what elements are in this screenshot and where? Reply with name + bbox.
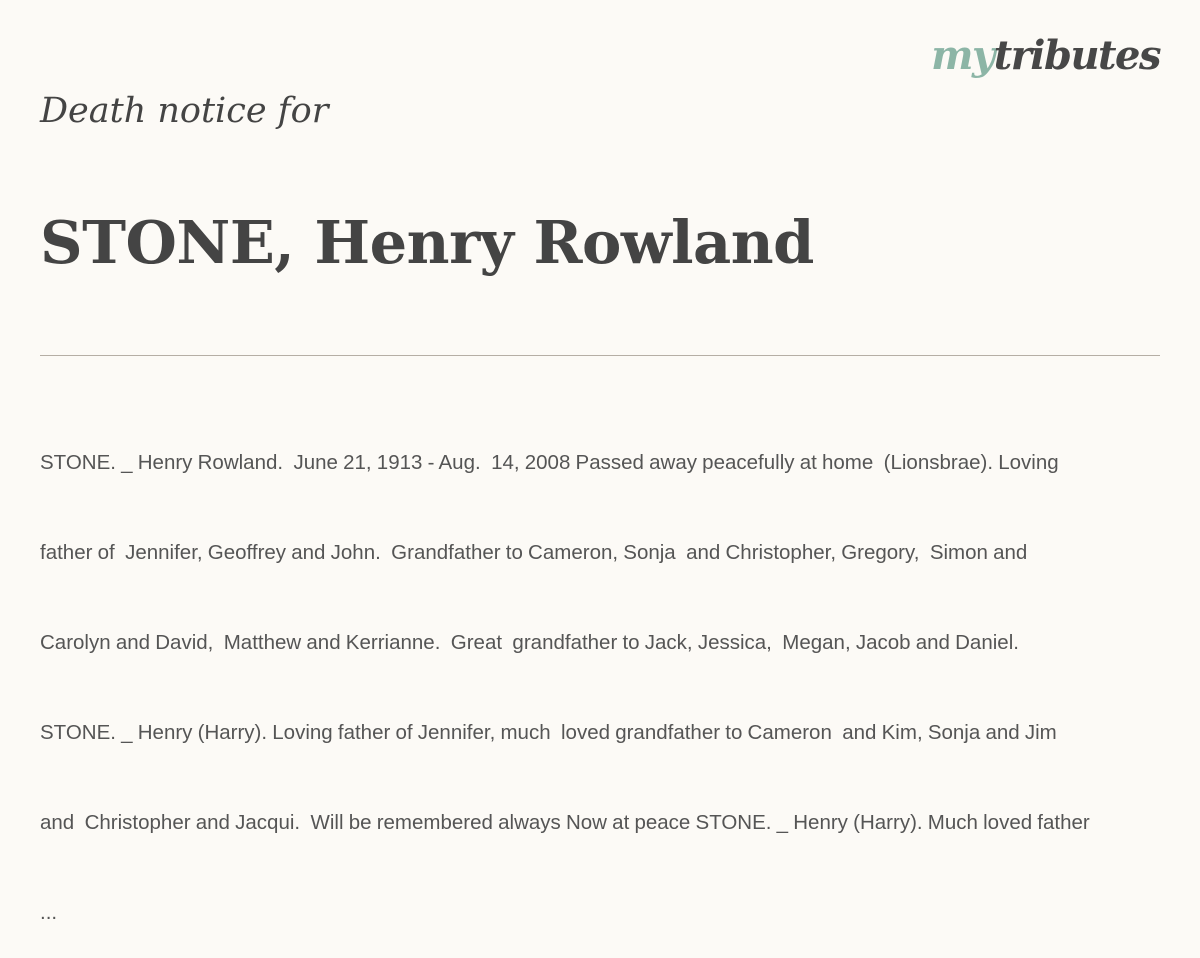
excerpt-line: STONE. _ Henry (Harry). Loving father of Jennifer, much loved grandfather to Cameron and Kim, Sonja and Jim [40, 721, 1057, 744]
logo-tributes-text: tributes [993, 32, 1160, 79]
excerpt-line: and Christopher and Jacqui. Will be remembered always Now at peace STONE. _ Henry (Harry). Much loved father [40, 811, 1090, 834]
notice-subtitle: Death notice for [40, 91, 329, 131]
excerpt-line: Carolyn and David, Matthew and Kerrianne. Great grandfather to Jack, Jessica, Megan, Jacob and Daniel. [40, 631, 1019, 654]
section-divider [40, 355, 1160, 356]
excerpt-line: STONE. _ Henry Rowland. June 21, 1913 - Aug. 14, 2008 Passed away peacefully at home (Lionsbrae). Loving [40, 451, 1059, 474]
excerpt-ellipsis: ... [40, 901, 58, 924]
mytributes-logo[interactable] [931, 32, 1160, 79]
deceased-name-title: STONE, Henry Rowland [40, 208, 814, 277]
notice-excerpt [40, 388, 1188, 958]
logo-my-text: my [931, 32, 994, 79]
excerpt-line: father of Jennifer, Geoffrey and John. Grandfather to Cameron, Sonja and Christopher, Gregory, Simon and [40, 541, 1028, 564]
